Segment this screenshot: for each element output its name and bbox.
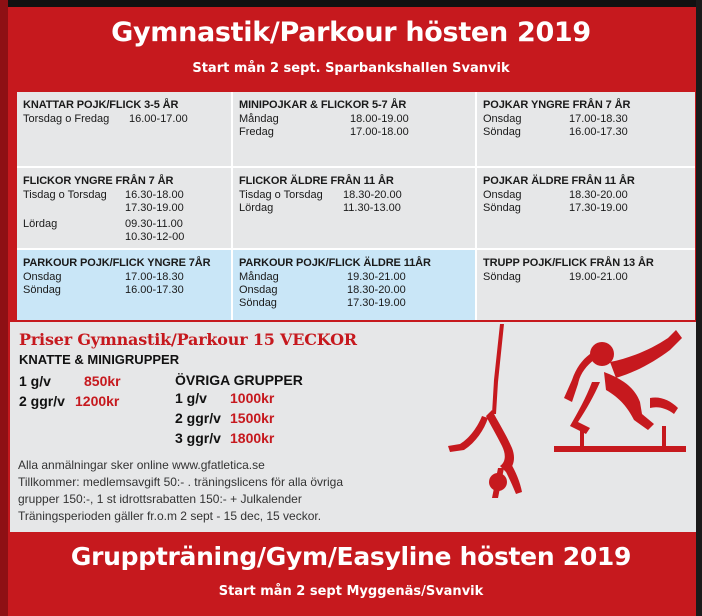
page-title: Gymnastik/Parkour hösten 2019 xyxy=(111,17,591,48)
info-line-2: Tillkommer: medlemsavgift 50:- . träningslicens för alla övriga xyxy=(18,475,344,489)
day-label: Onsdag xyxy=(483,189,522,201)
day-label: Måndag xyxy=(239,113,279,125)
knatte-count-2: 2 ggr/v xyxy=(19,393,65,409)
day-label xyxy=(23,202,125,215)
day-label: Söndag xyxy=(483,126,521,138)
day-label xyxy=(23,231,125,244)
schedule-grid xyxy=(17,92,695,320)
time-label: 11.30-13.00 xyxy=(343,202,401,214)
time-label: 10.30-12-00 xyxy=(125,231,185,243)
day-label: Onsdag xyxy=(239,284,278,296)
time-label: 19.00-21.00 xyxy=(569,271,628,283)
schedule-cell-flickor-yngre xyxy=(17,168,231,248)
time-label: 16.00-17.00 xyxy=(129,113,188,125)
parkour-figure xyxy=(550,322,690,462)
info-line-1: Alla anmälningar sker online www.gfatletica.se xyxy=(18,458,265,472)
day-label: Tisdag o Torsdag xyxy=(239,189,323,201)
ovriga-count-1: 1 g/v xyxy=(175,390,207,406)
time-label: 18.30-20.00 xyxy=(347,284,406,296)
ovriga-price-1: 1000kr xyxy=(230,390,275,406)
day-label: Fredag xyxy=(239,126,274,138)
day-label: Söndag xyxy=(23,284,61,296)
group-title: PARKOUR POJK/FLICK ÄLDRE 11ÅR xyxy=(239,257,431,269)
time-label: 17.00-18.30 xyxy=(125,271,184,283)
time-label: 16.30-18.00 xyxy=(125,189,184,201)
ovriga-label: ÖVRIGA GRUPPER xyxy=(175,372,303,388)
top-strip xyxy=(0,0,702,7)
group-title: POJKAR ÄLDRE FRÅN 11 ÅR xyxy=(483,175,635,187)
day-label: Söndag xyxy=(239,297,277,309)
left-edge xyxy=(0,0,8,616)
time-label: 17.30-19.00 xyxy=(569,202,628,214)
day-label: Lördag xyxy=(23,218,58,230)
schedule-cell-knattar xyxy=(17,92,231,166)
knatte-price-2: 1200kr xyxy=(75,393,120,409)
time-label: 16.00-17.30 xyxy=(125,284,184,296)
prices-panel xyxy=(10,322,696,532)
schedule-cell-parkour-aldre xyxy=(233,250,475,320)
info-line-3: grupper 150:-, 1 st idrottsrabatten 150:- + Julkalender xyxy=(18,492,302,506)
day-label: Måndag xyxy=(239,271,279,283)
footer-subtitle: Start mån 2 sept Myggenäs/Svanvik xyxy=(218,584,484,599)
time-label: 09.30-11.00 xyxy=(125,218,183,230)
day-label: Lördag xyxy=(239,202,274,214)
ovriga-count-3: 3 ggr/v xyxy=(175,430,221,446)
group-title: KNATTAR POJK/FLICK 3-5 ÅR xyxy=(23,99,179,111)
time-label: 18.00-19.00 xyxy=(350,113,409,125)
knatte-price-1: 850kr xyxy=(84,373,121,389)
prices-title: Priser Gymnastik/Parkour 15 VECKOR xyxy=(19,330,357,349)
knatte-count-1: 1 g/v xyxy=(19,373,51,389)
group-title: PARKOUR POJK/FLICK YNGRE 7ÅR xyxy=(23,257,211,269)
group-title: FLICKOR ÄLDRE FRÅN 11 ÅR xyxy=(239,175,394,187)
group-title: MINIPOJKAR & FLICKOR 5-7 ÅR xyxy=(239,99,407,111)
schedule-cell-trupp xyxy=(477,250,695,320)
time-label: 18.30-20.00 xyxy=(569,189,628,201)
time-label: 19.30-21.00 xyxy=(347,271,406,283)
ovriga-count-2: 2 ggr/v xyxy=(175,410,221,426)
time-label: 17.30-19.00 xyxy=(125,202,184,214)
schedule-cell-pojkar-yngre xyxy=(477,92,695,166)
day-label: Torsdag o Fredag xyxy=(23,113,110,125)
schedule-cell-pojkar-aldre xyxy=(477,168,695,248)
group-title: TRUPP POJK/FLICK FRÅN 13 ÅR xyxy=(483,257,654,269)
schedule-cell-flickor-aldre xyxy=(233,168,475,248)
day-label: Söndag xyxy=(483,271,521,283)
right-edge xyxy=(696,0,702,616)
day-label: Tisdag o Torsdag xyxy=(23,189,107,201)
time-label: 17.00-18.00 xyxy=(350,126,409,138)
gymnast-figure xyxy=(442,322,542,502)
time-label: 16.00-17.30 xyxy=(569,126,628,138)
schedule-cell-minipojkar xyxy=(233,92,475,166)
time-label: 17.30-19.00 xyxy=(347,297,406,309)
info-line-4: Träningsperioden gäller fr.o.m 2 sept - 15 dec, 15 veckor. xyxy=(18,509,322,523)
page-subtitle: Start mån 2 sept. Sparbankshallen Svanvik xyxy=(192,61,510,76)
group-title: POJKAR YNGRE FRÅN 7 ÅR xyxy=(483,99,631,111)
footer-title: Gruppträning/Gym/Easyline hösten 2019 xyxy=(70,542,632,571)
day-label: Onsdag xyxy=(483,113,522,125)
ovriga-price-2: 1500kr xyxy=(230,410,275,426)
day-label: Onsdag xyxy=(23,271,62,283)
knatte-label: KNATTE & MINIGRUPPER xyxy=(19,352,180,367)
group-title: FLICKOR YNGRE FRÅN 7 ÅR xyxy=(23,175,174,187)
schedule-cell-parkour-yngre xyxy=(17,250,231,320)
ovriga-price-3: 1800kr xyxy=(230,430,275,446)
day-label: Söndag xyxy=(483,202,521,214)
time-label: 17.00-18.30 xyxy=(569,113,628,125)
time-label: 18.30-20.00 xyxy=(343,189,402,201)
